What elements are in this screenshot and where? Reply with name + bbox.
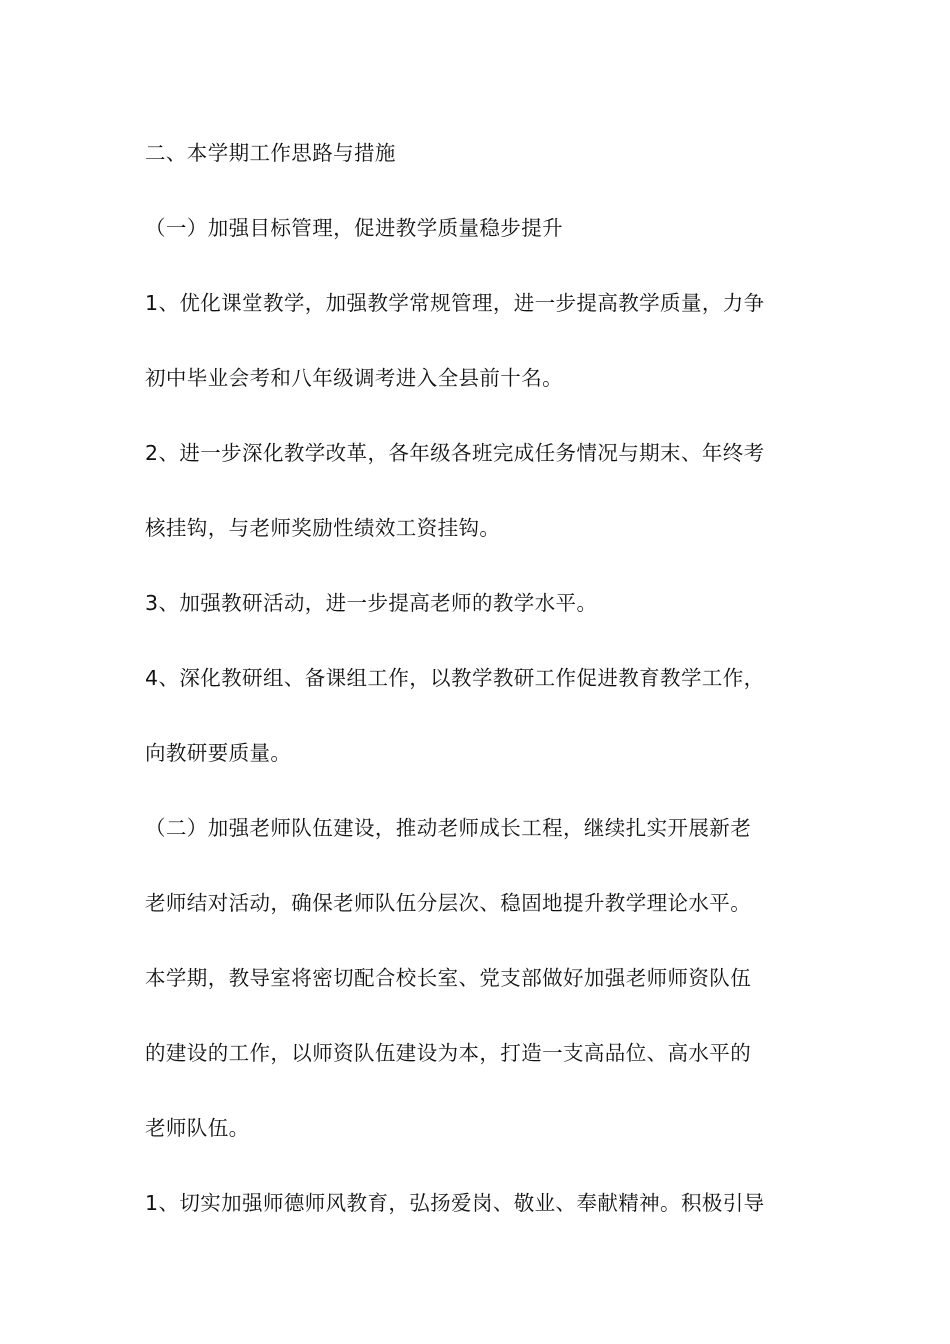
- paragraph-line: 3、加强教研活动，进一步提高老师的教学水平。: [145, 591, 598, 615]
- paragraph-line: 4、深化教研组、备课组工作，以教学教研工作促进教育教学工作，: [145, 666, 765, 690]
- subsection-heading: （一）加强目标管理，促进教学质量稳步提升: [145, 216, 563, 240]
- paragraph-line: 向教研要质量。: [145, 741, 292, 765]
- paragraph-line: 核挂钩，与老师奖励性绩效工资挂钩。: [145, 516, 501, 540]
- paragraph-line: 初中毕业会考和八年级调考进入全县前十名。: [145, 366, 563, 390]
- paragraph-line: 1、优化课堂教学，加强教学常规管理，进一步提高教学质量，力争: [145, 291, 765, 315]
- paragraph-line: 老师队伍。: [145, 1116, 250, 1140]
- document-body: [145, 133, 810, 1258]
- section-heading: 二、本学期工作思路与措施: [145, 141, 396, 165]
- paragraph-line: 1、切实加强师德师风教育，弘扬爱岗、敬业、奉献精神。积极引导: [145, 1191, 765, 1215]
- paragraph-line: 老师结对活动，确保老师队伍分层次、稳固地提升教学理论水平。: [145, 891, 752, 915]
- subsection-heading: （二）加强老师队伍建设，推动老师成长工程，继续扎实开展新老: [145, 816, 752, 840]
- paragraph-line: 2、进一步深化教学改革，各年级各班完成任务情况与期末、年终考: [145, 441, 765, 465]
- paragraph-line: 本学期，教导室将密切配合校长室、党支部做好加强老师师资队伍: [145, 966, 752, 990]
- paragraph-line: 的建设的工作，以师资队伍建设为本，打造一支高品位、高水平的: [145, 1041, 752, 1065]
